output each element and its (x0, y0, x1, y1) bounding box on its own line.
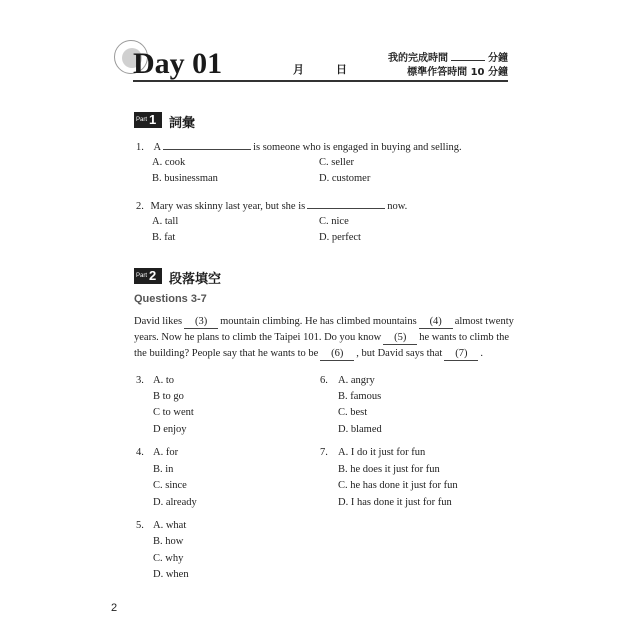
option: C. nice (319, 216, 349, 227)
my-time-blank (451, 51, 485, 61)
question-2-stem (136, 198, 407, 214)
option: C. since (153, 480, 187, 491)
passage-text: the building? People say that he wants to be (134, 348, 319, 359)
passage-text: years. Now he plans to climb the Taipei 101. Do you know (134, 332, 382, 343)
passage-line-3 (134, 347, 483, 361)
question-1-stem (136, 139, 462, 155)
passage-text: , but David says that (356, 348, 443, 359)
month-label: 月 (293, 63, 304, 76)
option: A. what (153, 520, 187, 531)
blank-5: (5) (383, 332, 417, 345)
option: A. cook (152, 157, 186, 168)
passage-line-1 (134, 315, 514, 329)
question-number: 6. (320, 375, 328, 386)
blank-7: (7) (444, 348, 478, 361)
option: C to went (153, 407, 194, 418)
passage-line-2 (134, 331, 509, 345)
passage-text: David likes (134, 316, 183, 327)
option: C. why (153, 553, 184, 564)
my-completion-time (388, 49, 508, 64)
option: B. fat (152, 232, 176, 243)
option: D. when (153, 569, 189, 580)
part2-title: 段落填空 (169, 272, 222, 287)
question-text: is someone who is engaged in buying and selling. (253, 142, 462, 153)
option: D. already (153, 497, 197, 508)
option: D. perfect (319, 232, 361, 243)
question-number: 2. (136, 201, 144, 212)
part2-number: 2 (149, 268, 157, 283)
part2-word: Part (136, 273, 148, 279)
question-number: 7. (320, 447, 328, 458)
question-text: A (153, 142, 162, 153)
question-number: 3. (136, 375, 144, 386)
standard-time: 標準作答時間 10 分鐘 (407, 67, 508, 78)
question-text: Mary was skinny last year, but she is (150, 201, 306, 212)
option: B to go (153, 391, 184, 402)
question-number: 5. (136, 520, 144, 531)
option: D. customer (319, 173, 371, 184)
part2-badge (134, 268, 162, 284)
part1-badge (134, 112, 162, 128)
blank-4: (4) (419, 316, 453, 329)
option: D. blamed (338, 424, 382, 435)
my-time-unit: 分鐘 (488, 53, 508, 64)
option: D. I has done it just for fun (338, 497, 452, 508)
option: B. how (153, 536, 184, 547)
option: A. for (153, 447, 179, 458)
option: C. seller (319, 157, 354, 168)
question-text: now. (387, 201, 408, 212)
option: A. I do it just for fun (338, 447, 426, 458)
option: C. he has done it just for fun (338, 480, 458, 491)
option: A. to (153, 375, 174, 386)
passage-text: he wants to climb the (419, 332, 510, 343)
answer-blank (163, 139, 251, 150)
questions-heading: Questions 3-7 (134, 293, 207, 305)
blank-6: (6) (320, 348, 354, 361)
day-title: Day 01 (133, 47, 223, 80)
passage-text: mountain climbing. He has climbed mountains (220, 316, 417, 327)
passage-text: . (480, 348, 483, 359)
option: A. angry (338, 375, 375, 386)
option: A. tall (152, 216, 179, 227)
my-time-label: 我的完成時間 (388, 53, 448, 64)
option: B. famous (338, 391, 382, 402)
part1-title: 詞彙 (169, 116, 196, 131)
passage-text: almost twenty (454, 316, 514, 327)
header-rule (133, 80, 508, 82)
blank-3: (3) (184, 316, 218, 329)
part1-number: 1 (149, 112, 157, 127)
option: D enjoy (153, 424, 187, 435)
day-label: 日 (336, 63, 347, 76)
question-number: 1. (136, 142, 144, 153)
option: C. best (338, 407, 368, 418)
option: B. in (153, 464, 174, 475)
question-number: 4. (136, 447, 144, 458)
option: B. he does it just for fun (338, 464, 440, 475)
page-number: 2 (111, 602, 118, 614)
option: B. businessman (152, 173, 218, 184)
part1-word: Part (136, 117, 148, 123)
answer-blank (307, 198, 385, 209)
